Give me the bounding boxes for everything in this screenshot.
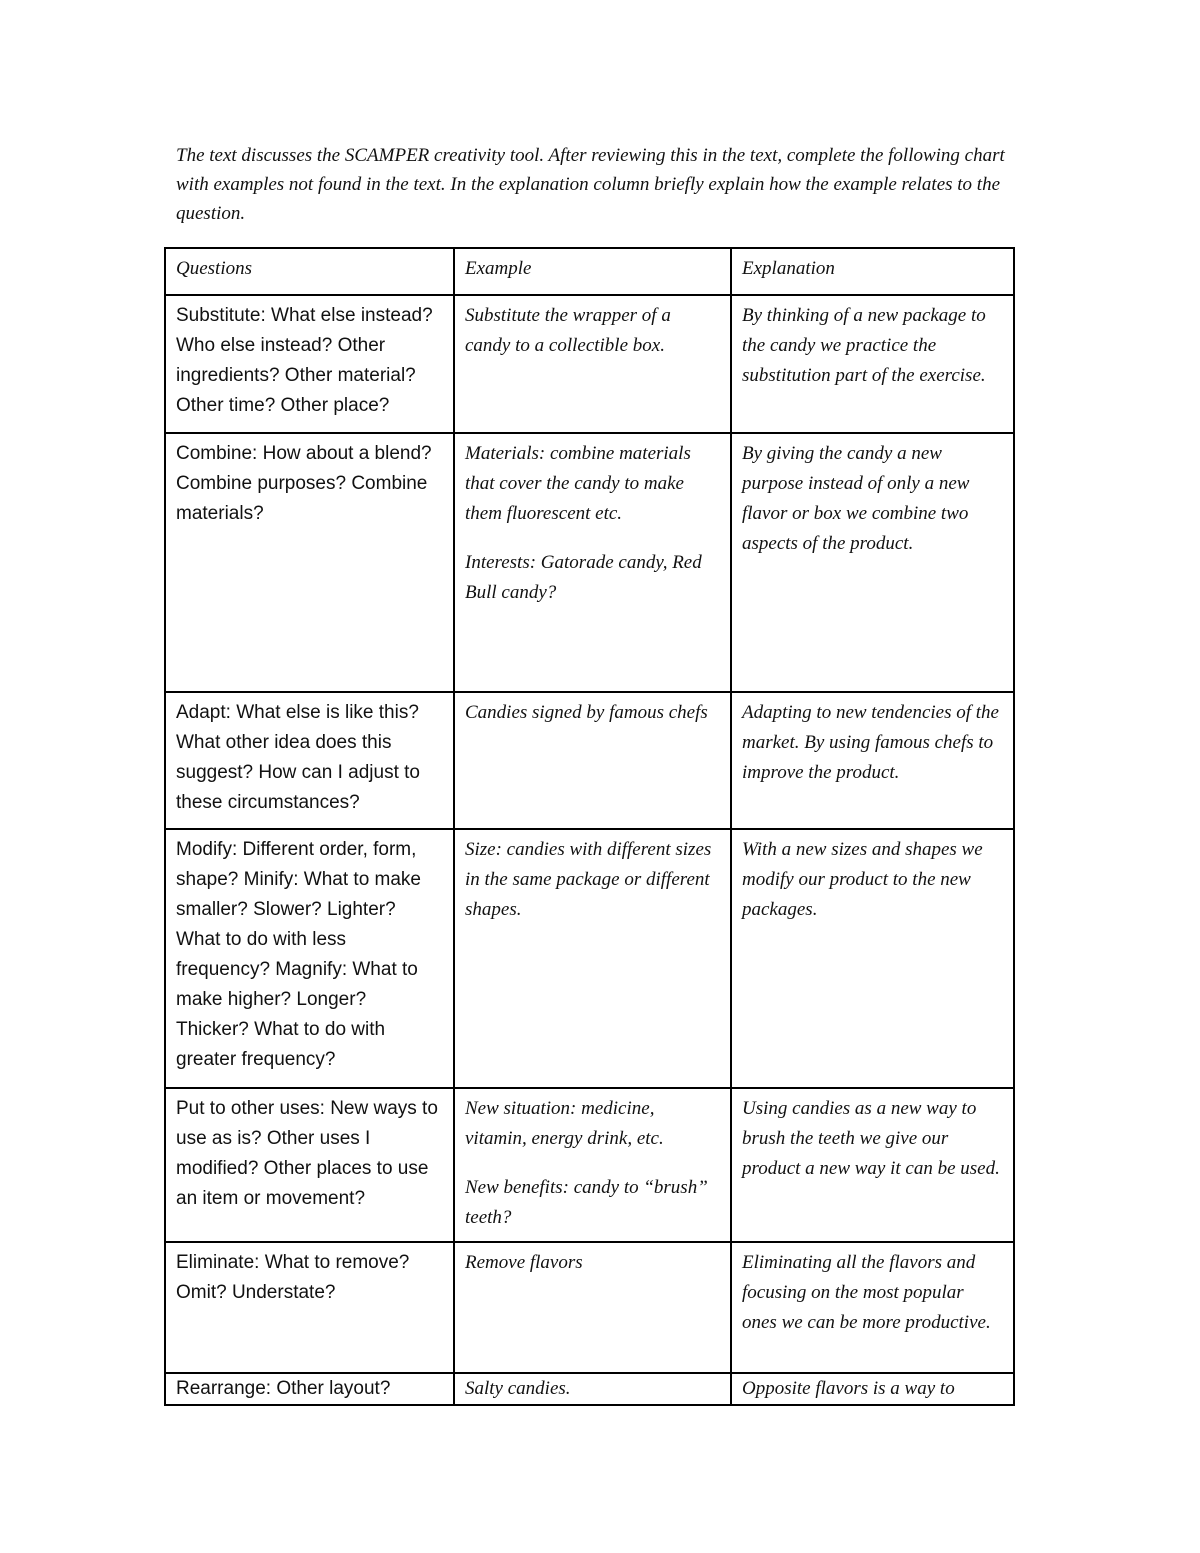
example-text: Candies signed by famous chefs (465, 702, 708, 723)
example-text: Size: candies with different sizes in the same package or different shapes. (465, 839, 712, 920)
example-text: Interests: Gatorade candy, Red Bull candy? (465, 552, 702, 603)
table-row-modify (165, 829, 1014, 1088)
example-text: New benefits: candy to “brush” teeth? (465, 1177, 708, 1228)
example-text: Remove flavors (465, 1252, 583, 1273)
explanation-cell: Eliminating all the flavors and focusing on the most popular ones we can be more productive. (731, 1242, 1014, 1373)
example-text: New situation: medicine, vitamin, energy drink, etc. (465, 1098, 664, 1149)
table-row-rearrange (165, 1373, 1014, 1405)
explanation-cell: Using candies as a new way to brush the teeth we give our product a new way it can be used. (731, 1088, 1014, 1242)
table-header-row (165, 248, 1014, 295)
table-row-put-to-other-uses (165, 1088, 1014, 1242)
header-example: Example (454, 248, 731, 295)
question-cell: Adapt: What else is like this? What other idea does this suggest? How can I adjust to these circumstances? (165, 692, 454, 829)
table-row-substitute (165, 295, 1014, 433)
question-cell: Substitute: What else instead? Who else instead? Other ingredients? Other material? Other time? Other place? (165, 295, 454, 433)
example-cell (454, 1373, 731, 1405)
example-text: Substitute the wrapper of a candy to a collectible box. (465, 305, 671, 356)
example-text: Salty candies. (465, 1378, 571, 1399)
table-row-adapt (165, 692, 1014, 829)
explanation-cell: Adapting to new tendencies of the market. By using famous chefs to improve the product. (731, 692, 1014, 829)
explanation-cell: By giving the candy a new purpose instead of only a new flavor or box we combine two aspects of the product. (731, 433, 1014, 692)
header-explanation: Explanation (731, 248, 1014, 295)
question-cell: Modify: Different order, form, shape? Minify: What to make smaller? Slower? Lighter? What to do with less frequency? Magnify: What to make higher? Longer? Thicker? What to do with greater frequency? (165, 829, 454, 1088)
question-cell: Eliminate: What to remove? Omit? Understate? (165, 1242, 454, 1373)
example-cell (454, 433, 731, 692)
example-cell (454, 1088, 731, 1242)
table-row-eliminate (165, 1242, 1014, 1373)
question-cell: Combine: How about a blend? Combine purposes? Combine materials? (165, 433, 454, 692)
question-cell: Put to other uses: New ways to use as is? Other uses I modified? Other places to use an item or movement? (165, 1088, 454, 1242)
header-questions: Questions (165, 248, 454, 295)
scamper-table (164, 247, 1015, 1406)
instructions-paragraph: The text discusses the SCAMPER creativity tool. After reviewing this in the text, complete the following chart with examples not found in the text. In the explanation column briefly explain how the example relates to the question. (176, 145, 1005, 224)
explanation-cell: Opposite flavors is a way to (731, 1373, 1014, 1405)
example-cell (454, 295, 731, 433)
example-cell (454, 692, 731, 829)
explanation-cell: By thinking of a new package to the candy we practice the substitution part of the exercise. (731, 295, 1014, 433)
question-cell: Rearrange: Other layout? (165, 1373, 454, 1405)
example-cell (454, 829, 731, 1088)
table-row-combine (165, 433, 1014, 692)
example-cell (454, 1242, 731, 1373)
example-text: Materials: combine materials that cover the candy to make them fluorescent etc. (465, 443, 691, 524)
explanation-cell: With a new sizes and shapes we modify our product to the new packages. (731, 829, 1014, 1088)
